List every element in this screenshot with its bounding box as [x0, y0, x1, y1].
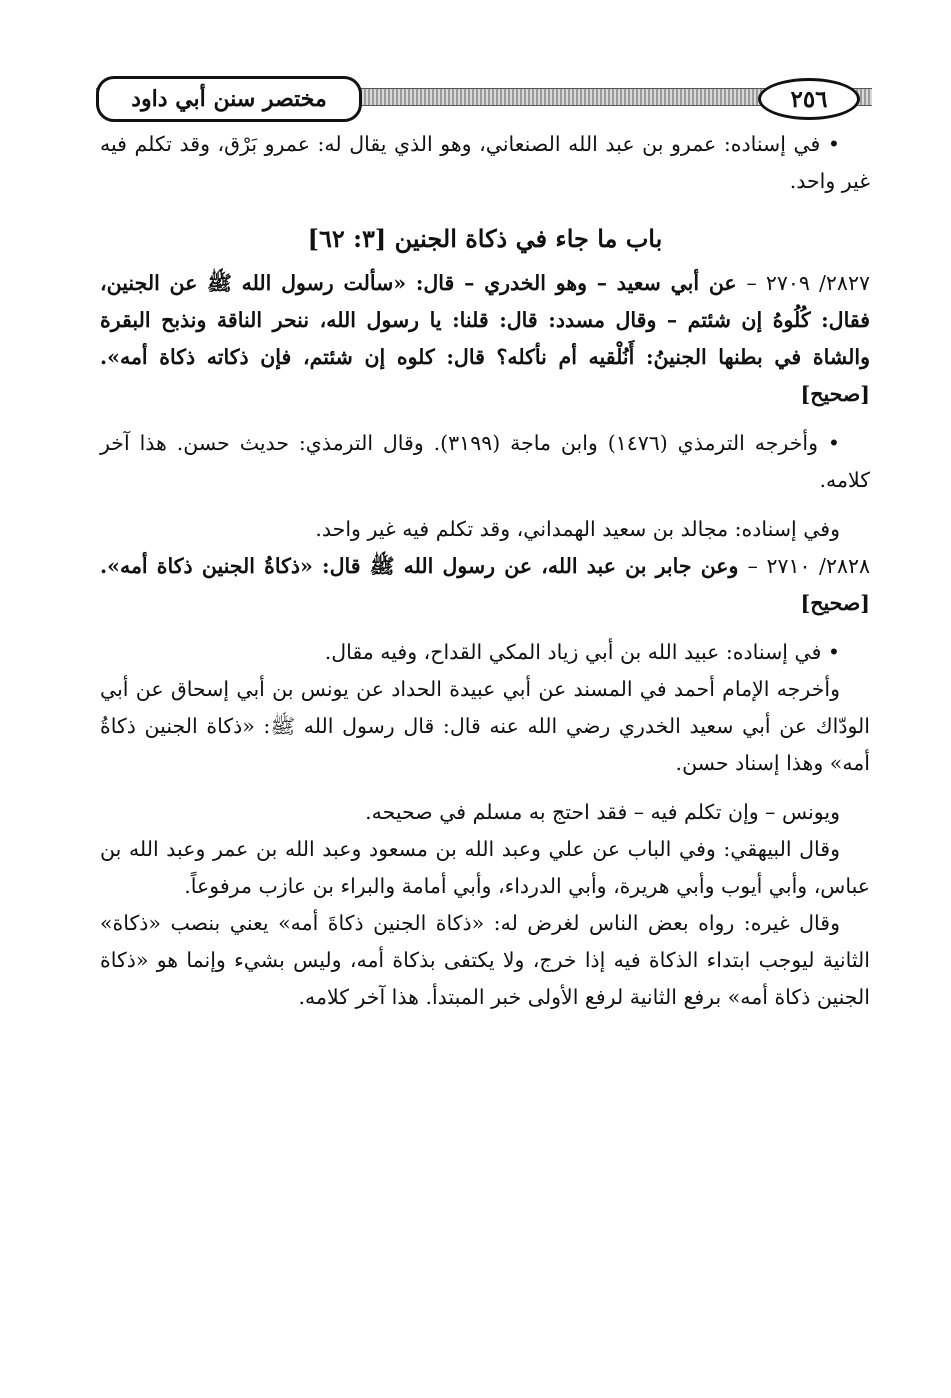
- book-title: مختصر سنن أبي داود: [96, 76, 362, 122]
- paragraph-bayhaqi: وقال البيهقي: وفي الباب عن علي وعبد الله بن مسعود وعبد الله بن عمر وعبد الله بن عباس، وأبي أيوب وأبي هريرة، وأبي الدرداء، وأبي أمامة والبراء بن عازب مرفوعاً.: [100, 837, 870, 898]
- hadith-number: ٢٨٢٨/ ٢٧١٠ –: [747, 554, 870, 578]
- page-number: ٢٥٦: [758, 78, 860, 120]
- paragraph-isnad-mujalid: وفي إسناده: مجالد بن سعيد الهمداني، وقد تكلم فيه غير واحد.: [315, 517, 840, 541]
- hadith-number: ٢٨٢٧/ ٢٧٠٩ –: [746, 271, 870, 295]
- paragraph-yunus: ويونس – وإن تكلم فيه – فقد احتج به مسلم في صحيحه.: [365, 800, 840, 824]
- hadith-2827: [100, 265, 870, 413]
- hadith-text: عن أبي سعيد – وهو الخدري – قال: «سألت رسول الله ﷺ عن الجنين، فقال: كُلُوهُ إن شئتم – وقال مسدد: قال: قلنا: يا رسول الله، ننحر الناقة ونذبح البقرة والشاة في بطنها الجنينُ: أَنُلْقيه أم نأكله؟ قال: كلوه إن شئتم، فإن ذكاته ذكاة أمه». [صحيح]: [100, 271, 870, 406]
- hadith-text: وعن جابر بن عبد الله، عن رسول الله ﷺ قال: «ذكاةُ الجنين ذكاة أمه». [صحيح]: [100, 554, 870, 615]
- chapter-heading: باب ما جاء في ذكاة الجنين [٣: ٦٢]: [307, 224, 663, 253]
- page-header: [96, 74, 872, 124]
- paragraph-isnad-note: • في إسناده: عمرو بن عبد الله الصنعاني، وهو الذي يقال له: عمرو بَرْق، وقد تكلم فيه غير واحد.: [100, 132, 870, 193]
- paragraph-takhrij: • وأخرجه الترمذي (١٤٧٦) وابن ماجة (٣١٩٩). وقال الترمذي: حديث حسن. هذا آخر كلامه.: [100, 431, 870, 492]
- paragraph-isnad-ubaidullah: • في إسناده: عبيد الله بن أبي زياد المكي القداح، وفيه مقال.: [324, 640, 840, 664]
- hadith-2828: [100, 548, 870, 622]
- paragraph-grammar-note: وقال غيره: رواه بعض الناس لغرض له: «ذكاة الجنين ذكاةَ أمه» يعني بنصب «ذكاة» الثانية ليوجب ابتداء الذكاة فيه إذا خرج، ولا يكتفى بذكاة أمه، وليس بشيء وإنما هو «ذكاة الجنين ذكاة أمه» برفع الثانية لرفع الأولى خبر المبتدأ. هذا آخر كلامه.: [100, 911, 870, 1009]
- paragraph-ahmad: وأخرجه الإمام أحمد في المسند عن أبي عبيدة الحداد عن يونس بن أبي إسحاق عن أبي الودّاك عن أبي سعيد الخدري رضي الله عنه قال: قال رسول الله ﷺ: «ذكاة الجنين ذكاةُ أمه» وهذا إسناد حسن.: [100, 677, 870, 775]
- page-content: [100, 126, 870, 1016]
